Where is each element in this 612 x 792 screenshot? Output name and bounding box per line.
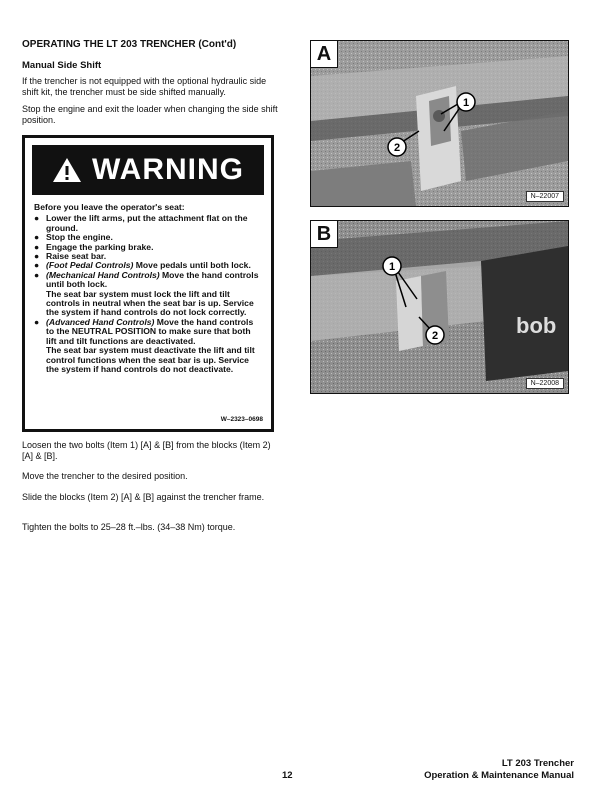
figure-a-number: N–22007 <box>526 191 564 202</box>
step-paragraph-4: Tighten the bolts to 25–28 ft.–lbs. (34–38 Nm) torque. <box>22 522 236 532</box>
warning-item-text: Move the hand controls until both lock. <box>46 269 259 290</box>
warning-title: WARNING <box>92 153 244 186</box>
warning-item-text: Lower the lift arms, put the attachment flat on the ground. <box>46 213 248 233</box>
figure-b-photo <box>310 220 569 394</box>
warning-triangle-icon <box>52 157 82 183</box>
figure-b-letter: B <box>311 221 338 248</box>
figure-a-photo <box>310 40 569 207</box>
bullet-icon: ● <box>34 316 40 327</box>
figure-a-callout-1: 1 <box>462 97 470 109</box>
warning-item-condition: (Advanced Hand Controls) <box>46 316 155 327</box>
warning-item <box>34 271 262 318</box>
warning-item-note: The seat bar system must deactivate the lift and tilt control functions when the seat bar is up. Service the system if hand controls do not deactivate. <box>46 345 255 374</box>
footer-title: LT 203 Trencher <box>501 758 574 769</box>
bullet-icon: ● <box>34 269 40 280</box>
warning-item-condition: (Mechanical Hand Controls) <box>46 269 160 280</box>
warning-code: W–2323–0698 <box>220 416 263 423</box>
warning-item-note: The seat bar system must lock the lift and tilt controls in neutral when the seat bar is up. Service the system if hand controls do not lock correctly. <box>46 288 254 318</box>
bullet-icon: ● <box>34 241 40 252</box>
step-paragraph-2: Move the trencher to the desired position. <box>22 471 188 481</box>
bullet-icon: ● <box>34 232 40 243</box>
warning-item-text: Raise seat bar. <box>46 251 107 262</box>
figure-b-brand-mark: bob <box>516 313 557 338</box>
intro-paragraph-2: Stop the engine and exit the loader when changing the side shift position. <box>22 104 278 125</box>
section-heading: Manual Side Shift <box>22 60 102 71</box>
figure-b-callout-1: 1 <box>388 261 396 273</box>
intro-paragraph-1: If the trencher is not equipped with the optional hydraulic side shift kit, the trencher must be side shifted manually. <box>22 76 267 97</box>
figure-a-letter: A <box>311 41 338 68</box>
page-heading: OPERATING THE LT 203 TRENCHER (Cont'd) <box>22 39 237 50</box>
warning-item-text: Move pedals until both lock. <box>133 260 251 271</box>
page-number: 12 <box>282 770 293 781</box>
warning-item-text: Move the hand controls to the NEUTRAL POSITION to make sure that both lift and tilt functions are deactivated. <box>46 316 254 346</box>
warning-item-text: Stop the engine. <box>46 232 113 243</box>
bullet-icon: ● <box>34 213 40 224</box>
warning-item <box>34 214 262 233</box>
warning-item <box>34 318 262 374</box>
figure-b-callout-2: 2 <box>431 330 439 342</box>
bullet-icon: ● <box>34 251 40 262</box>
warning-banner <box>32 145 264 195</box>
footer-subtitle: Operation & Maintenance Manual <box>424 770 574 781</box>
figure-b-number: N–22008 <box>526 378 564 389</box>
warning-item-text: Engage the parking brake. <box>46 241 154 252</box>
warning-item-condition: (Foot Pedal Controls) <box>46 260 134 271</box>
warning-body <box>34 203 262 374</box>
warning-box <box>22 135 274 432</box>
warning-list <box>34 214 262 374</box>
bullet-icon: ● <box>34 260 40 271</box>
warning-lead: Before you leave the operator's seat: <box>34 202 185 212</box>
step-paragraph-1: Loosen the two bolts (Item 1) [A] & [B] from the blocks (Item 2) [A] & [B]. <box>22 440 271 461</box>
step-paragraph-3: Slide the blocks (Item 2) [A] & [B] against the trencher frame. <box>22 492 265 502</box>
figure-a-callout-2: 2 <box>393 142 401 154</box>
